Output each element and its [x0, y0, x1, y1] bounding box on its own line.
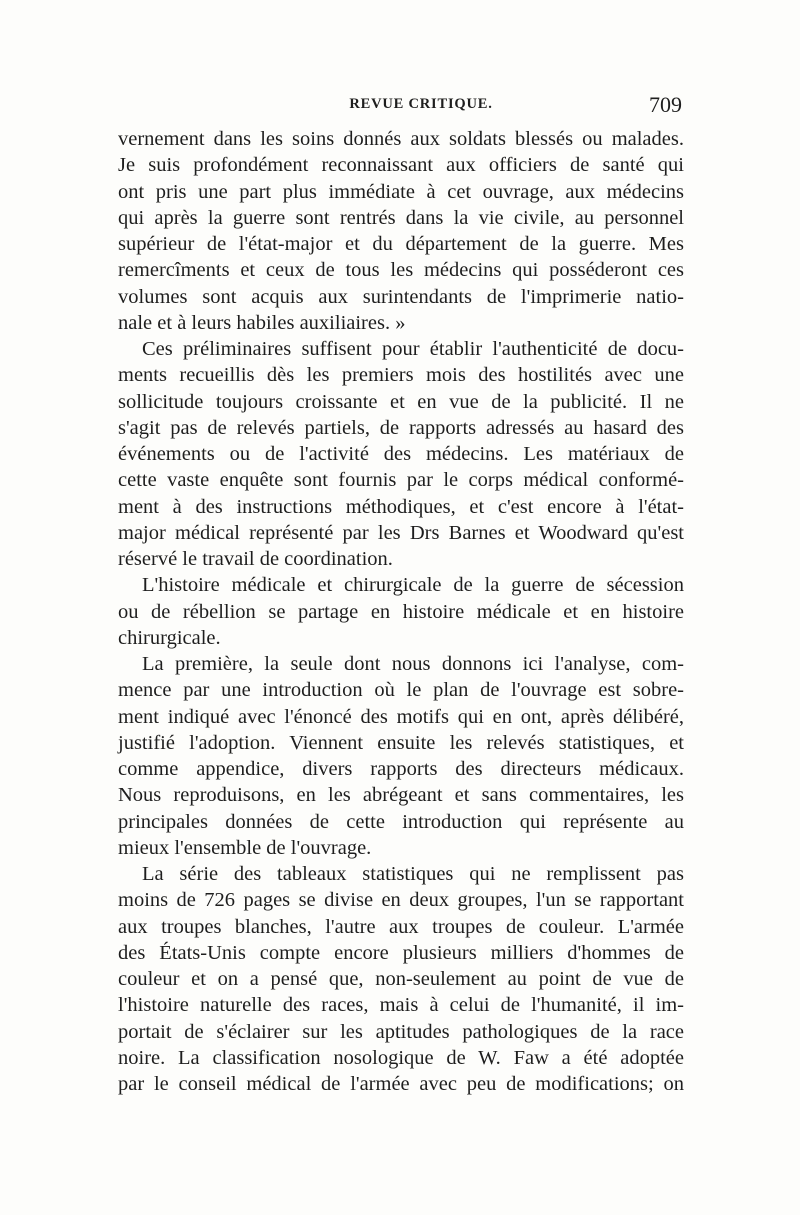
- text-line: s'agit pas de relevés partiels, de rapports adressés au hasard des: [118, 416, 684, 439]
- text-line: justifié l'adoption. Viennent ensuite les relevés statistiques, et: [118, 731, 684, 754]
- text-line: ment à des instructions méthodiques, et c'est encore à l'état-: [118, 495, 684, 518]
- page-number: 709: [649, 92, 682, 117]
- text-line: l'histoire naturelle des races, mais à celui de l'humanité, il im-: [118, 994, 684, 1017]
- text-line: ments recueillis dès les premiers mois des hostilités avec une: [118, 364, 684, 387]
- text-line: couleur et on a pensé que, non-seulement au point de vue de: [118, 968, 684, 990]
- text-line: major médical représenté par les Drs Barnes et Woodward qu'est: [118, 521, 684, 544]
- text-line: comme appendice, divers rapports des directeurs médicaux.: [118, 758, 684, 780]
- text-line: remercîments et ceux de tous les médecins qui posséderont ces: [118, 259, 684, 282]
- text-line: ont pris une part plus immédiate à cet ouvrage, aux médecins: [118, 180, 684, 203]
- body-text: [118, 126, 684, 1097]
- text-line: Je suis profondément reconnaissant aux officiers de santé qui: [118, 154, 684, 177]
- text-line: par le conseil médical de l'armée avec peu de modifications; on: [118, 1073, 684, 1095]
- text-line: noire. La classification nosologique de W. Faw a été adoptée: [118, 1046, 684, 1069]
- running-head-title: REVUE CRITIQUE.: [349, 96, 493, 112]
- text-line: supérieur de l'état-major et du département de la guerre. Mes: [118, 233, 684, 255]
- text-line: qui après la guerre sont rentrés dans la vie civile, au personnel: [118, 206, 684, 229]
- text-line: vernement dans les soins donnés aux soldats blessés ou malades.: [118, 128, 684, 150]
- text-line: Ces préliminaires suffisent pour établir l'authenticité de docu-: [142, 338, 684, 360]
- text-line: chirurgicale.: [118, 626, 221, 649]
- text-line: La première, la seule dont nous donnons ici l'analyse, com-: [142, 653, 684, 675]
- text-line: ou de rébellion se partage en histoire médicale et en histoire: [118, 600, 684, 623]
- text-line: cette vaste enquête sont fournis par le corps médical conformé-: [118, 469, 684, 492]
- text-line: principales données de cette introduction qui représente au: [118, 810, 684, 833]
- text-line: aux troupes blanches, l'autre aux troupes de couleur. L'armée: [118, 915, 684, 938]
- text-line: mieux l'ensemble de l'ouvrage.: [118, 836, 372, 859]
- text-line: événements ou de l'activité des médecins. Les matériaux de: [118, 443, 684, 465]
- text-line: portait de s'éclairer sur les aptitudes pathologiques de la race: [118, 1020, 684, 1043]
- text-line: des États-Unis compte encore plusieurs milliers d'hommes de: [118, 941, 684, 964]
- text-line: volumes sont acquis aux surintendants de l'imprimerie natio-: [118, 285, 684, 308]
- text-line: sollicitude toujours croissante et en vue de la publicité. Il ne: [118, 390, 684, 413]
- text-line: mence par une introduction où le plan de l'ouvrage est sobre-: [118, 679, 684, 702]
- text-line: La série des tableaux statistiques qui ne remplissent pas: [142, 863, 684, 885]
- text-line: Nous reproduisons, en les abrégeant et sans commentaires, les: [118, 784, 684, 807]
- running-head: [118, 92, 684, 116]
- text-line: nale et à leurs habiles auxiliaires. »: [118, 311, 406, 334]
- text-line: réservé le travail de coordination.: [118, 548, 393, 570]
- text-line: ment indiqué avec l'énoncé des motifs qui en ont, après délibéré,: [118, 705, 684, 728]
- text-line: moins de 726 pages se divise en deux groupes, l'un se rapportant: [118, 889, 684, 912]
- text-line: L'histoire médicale et chirurgicale de la guerre de sécession: [142, 574, 684, 597]
